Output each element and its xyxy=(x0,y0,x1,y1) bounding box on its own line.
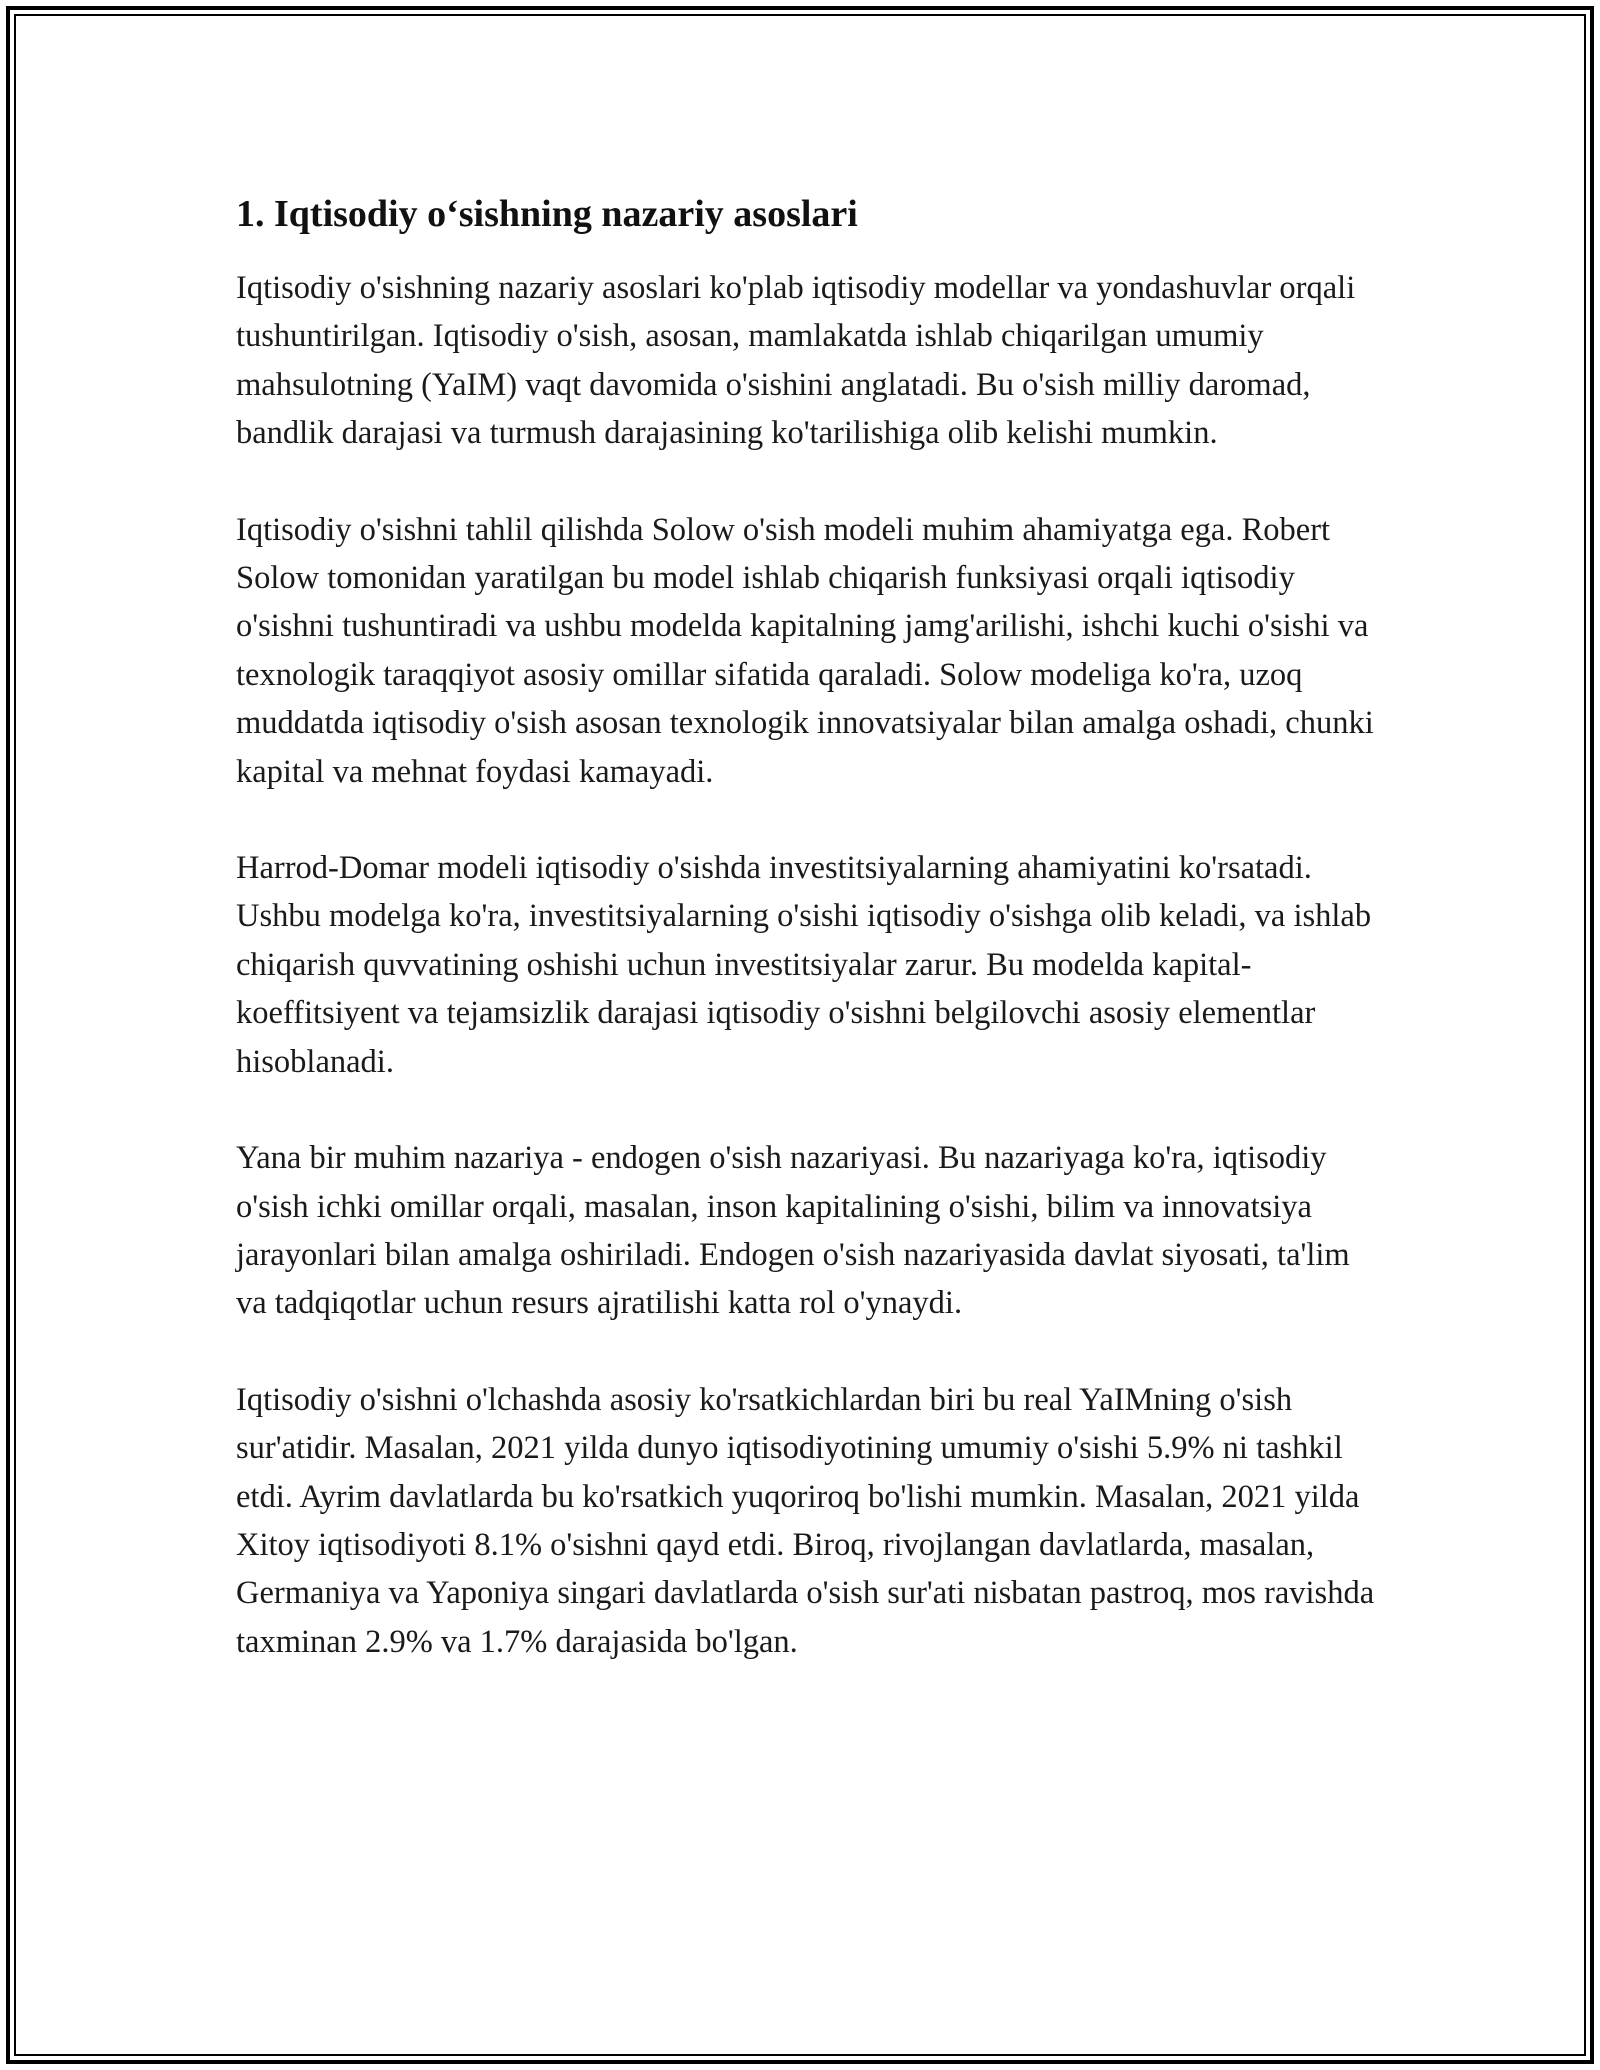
paragraph-endogenous-growth: Yana bir muhim nazariya - endogen o'sish nazariyasi. Bu nazariyaga ko'ra, iqtisodiy o'sish ichki omillar orqali, masalan, inson kapitalining o'sishi, bilim va innovatsiya jarayonlari bilan amalga oshiriladi. Endogen o'sish nazariyasida davlat siyosati, ta'lim va tadqiqotlar uchun resurs ajratilishi katta rol o'ynaydi. xyxy=(236,1140,1350,1322)
paragraph-solow-model: Iqtisodiy o'sishni tahlil qilishda Solow o'sish modeli muhim ahamiyatga ega. Robert Solow tomonidan yaratilgan bu model ishlab chiqarish funksiyasi orqali iqtisodiy o'sishni tushuntiradi va ushbu modelda kapitalning jamg'arilishi, ishchi kuchi o'sishi va texnologik taraqqiyot asosiy omillar sifatida qaraladi. Solow modeliga ko'ra, uzoq muddatda iqtisodiy o'sish asosan texnologik innovatsiyalar bilan amalga oshadi, chunki kapital va mehnat foydasi kamayadi. xyxy=(236,511,1374,790)
paragraph-gdp-measurement: Iqtisodiy o'sishni o'lchashda asosiy ko'rsatkichlardan biri bu real YaIMning o'sish sur'atidir. Masalan, 2021 yilda dunyo iqtisodiyotining umumiy o'sishi 5.9% ni tashkil etdi. Ayrim davlatlarda bu ko'rsatkich yuqoriroq bo'lishi mumkin. Masalan, 2021 yilda Xitoy iqtisodiyoti 8.1% o'sishni qayd etdi. Biroq, rivojlangan davlatlarda, masalan, Germaniya va Yaponiya singari davlatlarda o'sish sur'ati nisbatan pastroq, mos ravishda taxminan 2.9% va 1.7% darajasida bo'lgan. xyxy=(236,1381,1375,1660)
section-heading: 1. Iqtisodiy o‘sishning nazariy asoslari xyxy=(236,193,858,235)
document-body xyxy=(236,186,1376,1714)
paragraph-intro: Iqtisodiy o'sishning nazariy asoslari ko'plab iqtisodiy modellar va yondashuvlar orqali tushuntirilgan. Iqtisodiy o'sish, asosan, mamlakatda ishlab chiqarilgan umumiy mahsulotning (YaIM) vaqt davomida o'sishini anglatadi. Bu o'sish milliy daromad, bandlik darajasi va turmush darajasining ko'tarilishiga olib kelishi mumkin. xyxy=(236,270,1356,452)
paragraph-harrod-domar-model: Harrod-Domar modeli iqtisodiy o'sishda investitsiyalarning ahamiyatini ko'rsatadi. Ushbu modelga ko'ra, investitsiyalarning o'sishi iqtisodiy o'sishga olib keladi, va ishlab chiqarish quvvatining oshishi uchun investitsiyalar zarur. Bu modelda kapital-koeffitsiyent va tejamsizlik darajasi iqtisodiy o'sishni belgilovchi asosiy elementlar hisoblanadi. xyxy=(236,850,1372,1080)
